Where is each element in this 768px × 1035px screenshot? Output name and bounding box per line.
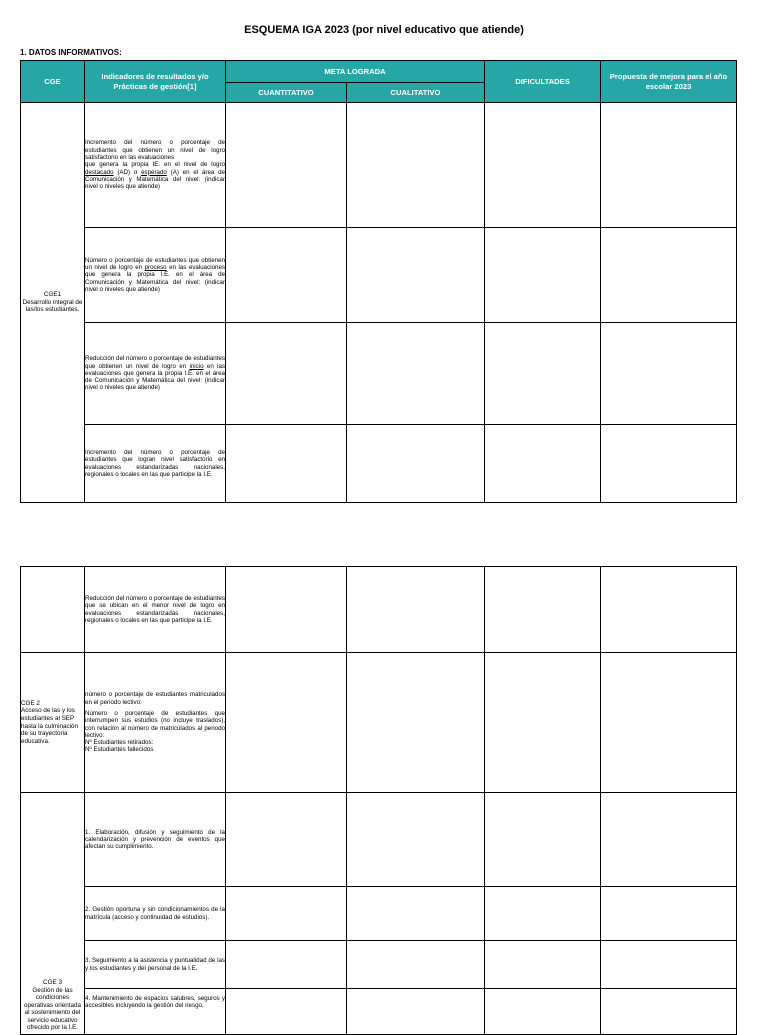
dificultades-cell[interactable] bbox=[485, 567, 601, 653]
cuantitativo-cell[interactable] bbox=[226, 567, 347, 653]
propuesta-cell[interactable] bbox=[601, 941, 737, 989]
propuesta-cell[interactable] bbox=[601, 567, 737, 653]
indicator-cell-5: Reducción del número o porcentaje de estudiantes que se ubican en el menor nivel de logro en evaluaciones estandarizadas nacionales, regionales o locales en las que participe la I.E. bbox=[85, 567, 226, 653]
propuesta-cell[interactable] bbox=[601, 103, 737, 228]
cuantitativo-cell[interactable] bbox=[226, 887, 347, 941]
cge2-cell bbox=[21, 653, 85, 793]
dificultades-cell[interactable] bbox=[485, 793, 601, 887]
cualitativo-cell[interactable] bbox=[347, 228, 485, 323]
table-row bbox=[21, 425, 737, 503]
cualitativo-cell[interactable] bbox=[347, 103, 485, 228]
table-row bbox=[21, 653, 737, 793]
cge1-continued-cell bbox=[21, 567, 85, 653]
table-row bbox=[21, 567, 737, 653]
table-row bbox=[21, 989, 737, 1035]
indicator-text: Nº Estudiantes fallecidos bbox=[85, 746, 154, 754]
indicator-text: Nº Estudiantes retirados: bbox=[85, 739, 154, 747]
indicator-cell-6 bbox=[85, 653, 226, 793]
cualitativo-cell[interactable] bbox=[347, 793, 485, 887]
indicator-cell-2 bbox=[85, 228, 226, 323]
header-propuesta: Propuesta de mejora para el año escolar 2023 bbox=[601, 61, 737, 103]
indicator-text: número o porcentaje de estudiantes matriculados en el periodo lectivo: bbox=[85, 691, 225, 706]
cge1-desc: Desarrollo integral de las/los estudiantes. bbox=[22, 298, 83, 314]
cualitativo-cell[interactable] bbox=[347, 989, 485, 1035]
cge1-cell bbox=[21, 103, 85, 503]
cuantitativo-cell[interactable] bbox=[226, 793, 347, 887]
propuesta-cell[interactable] bbox=[601, 793, 737, 887]
table-row bbox=[21, 103, 737, 228]
dificultades-cell[interactable] bbox=[485, 425, 601, 503]
dificultades-cell[interactable] bbox=[485, 228, 601, 323]
cge3-label: CGE 3 bbox=[43, 979, 62, 987]
dificultades-cell[interactable] bbox=[485, 941, 601, 989]
dificultades-cell[interactable] bbox=[485, 887, 601, 941]
propuesta-cell[interactable] bbox=[601, 887, 737, 941]
cge3-cell bbox=[21, 793, 85, 1035]
header-cualitativo: CUALITATIVO bbox=[347, 83, 485, 103]
iga-table-page-2 bbox=[20, 566, 737, 1035]
indicator-cell-4: Incremento del número o porcentaje de estudiantes que logran nivel satisfactorio en evaluaciones estandarizadas nacionales, regionales o locales en las que participe la I.E. bbox=[85, 425, 226, 503]
section-label: 1. DATOS INFORMATIVOS: bbox=[20, 48, 122, 57]
cualitativo-cell[interactable] bbox=[347, 425, 485, 503]
header-dificultades: DIFICULTADES bbox=[485, 61, 601, 103]
header-meta-lograda: META LOGRADA bbox=[226, 61, 485, 83]
indicator-cell-9: 3. Seguimiento a la asistencia y puntualidad de las y los estudiantes y del personal de la I.E. bbox=[85, 941, 226, 989]
cuantitativo-cell[interactable] bbox=[226, 323, 347, 425]
propuesta-cell[interactable] bbox=[601, 653, 737, 793]
cuantitativo-cell[interactable] bbox=[226, 941, 347, 989]
table-row bbox=[21, 887, 737, 941]
header-cuantitativo: CUANTITATIVO bbox=[226, 83, 347, 103]
cuantitativo-cell[interactable] bbox=[226, 653, 347, 793]
table-row bbox=[21, 228, 737, 323]
dificultades-cell[interactable] bbox=[485, 103, 601, 228]
indicator-text: Incremento del número o porcentaje de estudiantes que obtienen un nivel de logro satisfactorio en las evaluaciones bbox=[85, 139, 225, 162]
indicator-text: Número o porcentaje de estudiantes que interrumpen sus estudios (no incluye traslados), con relación al número de matriculados al periodo lectivo: bbox=[85, 709, 225, 739]
cualitativo-cell[interactable] bbox=[347, 567, 485, 653]
propuesta-cell[interactable] bbox=[601, 425, 737, 503]
cualitativo-cell[interactable] bbox=[347, 653, 485, 793]
indicator-text: Reducción del número o porcentaje de estudiantes que obtienen un nivel de logro en inicio en las evaluaciones que genera la propia I.E. en el área de Comunicación y Matemática del nivel: (indicar nivel o niveles que atiende) bbox=[85, 355, 225, 392]
table-row bbox=[21, 323, 737, 425]
propuesta-cell[interactable] bbox=[601, 989, 737, 1035]
cuantitativo-cell[interactable] bbox=[226, 103, 347, 228]
propuesta-cell[interactable] bbox=[601, 228, 737, 323]
indicator-text: que genera la propia IE. en el nivel de logro destacado (AD) o esperado (A) en el área de Comunicación y Matemática del nivel: (indicar nivel o niveles que atiende) bbox=[85, 161, 225, 191]
indicator-cell-3 bbox=[85, 323, 226, 425]
cuantitativo-cell[interactable] bbox=[226, 228, 347, 323]
header-cge: CGE bbox=[21, 61, 85, 103]
cualitativo-cell[interactable] bbox=[347, 323, 485, 425]
indicator-cell-1 bbox=[85, 103, 226, 228]
cuantitativo-cell[interactable] bbox=[226, 989, 347, 1035]
dificultades-cell[interactable] bbox=[485, 653, 601, 793]
cualitativo-cell[interactable] bbox=[347, 887, 485, 941]
table-row bbox=[21, 793, 737, 887]
document-title: ESQUEMA IGA 2023 (por nivel educativo que atiende) bbox=[244, 24, 524, 36]
table-row bbox=[21, 941, 737, 989]
cualitativo-cell[interactable] bbox=[347, 941, 485, 989]
cuantitativo-cell[interactable] bbox=[226, 425, 347, 503]
cge1-label: CGE1 bbox=[43, 291, 62, 299]
cge2-label: CGE 2 bbox=[21, 699, 40, 707]
cge2-desc: Acceso de las y los estudiantes al SEP hasta la culminación de su trayectoria educativa. bbox=[21, 707, 79, 745]
propuesta-cell[interactable] bbox=[601, 323, 737, 425]
iga-table-page-1 bbox=[20, 60, 737, 503]
header-indicadores: Indicadores de resultados y/o Prácticas de gestión[1] bbox=[85, 61, 226, 103]
indicator-cell-7: 1. Elaboración, difusión y seguimiento de la calendarización y prevención de eventos que afectan su cumplimiento. bbox=[85, 793, 226, 887]
indicator-cell-8: 2. Gestión oportuna y sin condicionamientos de la matrícula (acceso y continuidad de estudios). bbox=[85, 887, 226, 941]
dificultades-cell[interactable] bbox=[485, 323, 601, 425]
indicator-cell-10: 4. Mantenimiento de espacios salubres, seguros y accesibles incluyendo la gestión del riesgo, bbox=[85, 989, 226, 1035]
dificultades-cell[interactable] bbox=[485, 989, 601, 1035]
cge3-desc: Gestión de las condiciones operativas orientada al sostenimiento del servicio educativo ofrecido por la I.E. bbox=[23, 986, 82, 1032]
indicator-text: Número o porcentaje de estudiantes que obtienen un nivel de logro en proceso en las evaluaciones que genera la propia I.E. en el área de Comunicación y Matemática del nivel: (indicar nivel o niveles que atiende) bbox=[85, 256, 225, 293]
